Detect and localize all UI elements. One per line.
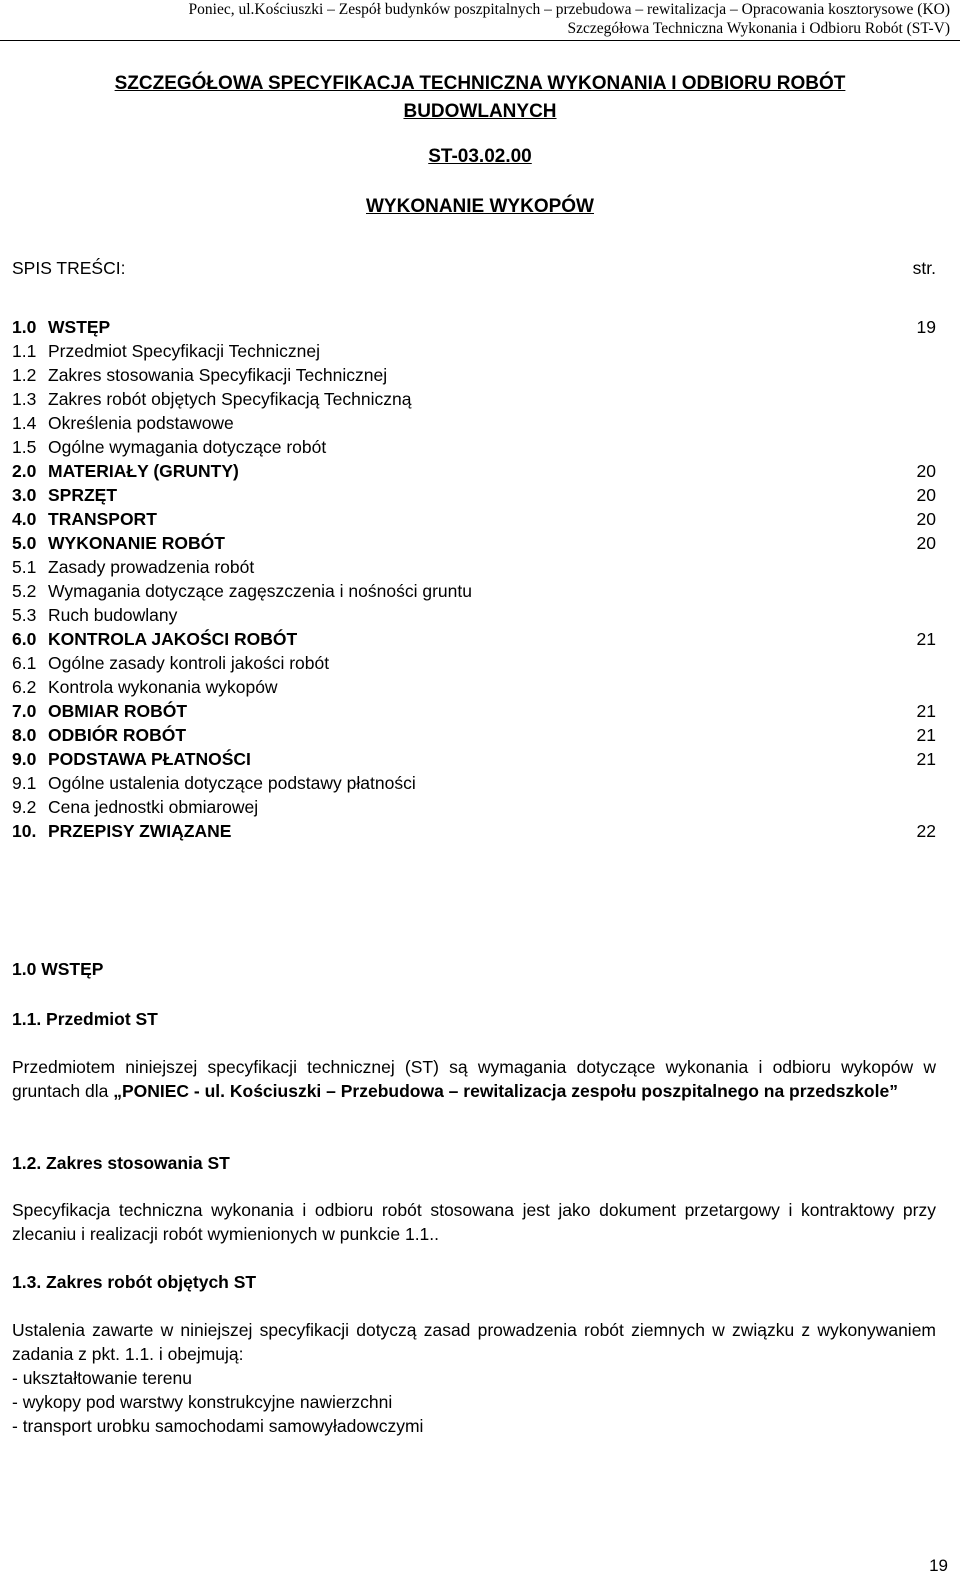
toc-number: 1.4 — [12, 413, 37, 433]
toc-row — [12, 555, 936, 579]
paragraph-1-3: Ustalenia zawarte w niniejszej specyfikacji dotyczą zasad prowadzenia robót ziemnych w związku z wykonywaniem zadania z pkt. 1.1. i obejmują: — [12, 1320, 936, 1364]
toc-row — [12, 819, 936, 843]
toc-number: 1.5 — [12, 437, 37, 457]
toc-row — [12, 363, 936, 387]
toc-row — [12, 411, 936, 435]
spec-subject: WYKONANIE WYKOPÓW — [366, 196, 594, 217]
toc-number: 6.0 — [12, 629, 37, 649]
toc-title: Przedmiot Specyfikacji Technicznej — [48, 341, 321, 361]
toc-page: 21 — [916, 629, 936, 649]
section-heading-1-1: 1.1. Przedmiot ST — [12, 1009, 158, 1029]
toc-number: 9.2 — [12, 797, 37, 817]
toc-title: Ogólne zasady kontroli jakości robót — [48, 653, 330, 673]
toc-row — [12, 747, 936, 771]
toc-number: 6.2 — [12, 677, 37, 697]
toc-number: 1.1 — [12, 341, 37, 361]
toc-title: Kontrola wykonania wykopów — [48, 677, 278, 697]
toc-title: Zakres robót objętych Specyfikacją Techniczną — [48, 389, 412, 409]
list-item: - ukształtowanie terenu — [12, 1368, 192, 1388]
toc-page: 19 — [916, 317, 936, 337]
toc-row — [12, 459, 936, 483]
scope-list — [12, 1366, 936, 1438]
section-heading-1-2: 1.2. Zakres stosowania ST — [12, 1153, 230, 1173]
paragraph-1-2: Specyfikacja techniczna wykonania i odbioru robót stosowana jest jako dokument przetargowy i kontraktowy przy zlecaniu i realizacji robót wymienionych w punkcie 1.1.. — [12, 1200, 936, 1244]
toc-number: 5.2 — [12, 581, 37, 601]
toc-row — [12, 651, 936, 675]
toc-title: Cena jednostki obmiarowej — [48, 797, 259, 817]
toc-number: 2.0 — [12, 461, 37, 481]
toc-row — [12, 795, 936, 819]
toc-page: 20 — [916, 509, 936, 529]
toc-row — [12, 627, 936, 651]
toc-title: Ogólne ustalenia dotyczące podstawy płatności — [48, 773, 416, 793]
toc-row — [12, 723, 936, 747]
toc-title: Wymagania dotyczące zagęszczenia i nośności gruntu — [48, 581, 472, 601]
toc-page: 20 — [916, 533, 936, 553]
toc-title: Ogólne wymagania dotyczące robót — [48, 437, 327, 457]
toc-row — [12, 603, 936, 627]
toc-row — [12, 339, 936, 363]
spec-code: ST-03.02.00 — [428, 146, 532, 167]
section-heading-1-3: 1.3. Zakres robót objętych ST — [12, 1272, 257, 1292]
document-title — [20, 70, 940, 126]
toc-number: 3.0 — [12, 485, 37, 505]
toc-row — [12, 771, 936, 795]
toc-number: 5.3 — [12, 605, 37, 625]
toc-title: PODSTAWA PŁATNOŚCI — [48, 749, 251, 769]
toc-number: 8.0 — [12, 725, 37, 745]
toc-row — [12, 507, 936, 531]
toc-row — [12, 315, 936, 339]
toc-title: Zakres stosowania Specyfikacji Technicznej — [48, 365, 388, 385]
header-divider — [0, 40, 960, 41]
toc-number: 7.0 — [12, 701, 37, 721]
toc-title: ODBIÓR ROBÓT — [48, 725, 187, 745]
list-item: - transport urobku samochodami samowyładowczymi — [12, 1416, 424, 1436]
toc-row — [12, 387, 936, 411]
toc-row — [12, 675, 936, 699]
toc-number: 5.0 — [12, 533, 37, 553]
toc-row — [12, 699, 936, 723]
page-number: 19 — [929, 1556, 948, 1575]
toc-number: 6.1 — [12, 653, 37, 673]
paragraph-1-1-text: Przedmiotem niniejszej specyfikacji technicznej (ST) są wymagania dotyczące wykonania i odbioru wykopów w gruntach dla — [12, 1057, 936, 1101]
toc-title: TRANSPORT — [48, 509, 157, 529]
toc-title: WSTĘP — [48, 317, 111, 337]
toc-page: 21 — [916, 701, 936, 721]
toc-page: 20 — [916, 485, 936, 505]
toc-page: 20 — [916, 461, 936, 481]
table-of-contents — [12, 315, 936, 843]
toc-row — [12, 579, 936, 603]
toc-title: PRZEPISY ZWIĄZANE — [48, 821, 232, 841]
paragraph-1-1 — [12, 1055, 936, 1103]
project-name: „PONIEC - ul. Kościuszki – Przebudowa – rewitalizacja zespołu poszpitalnego na przedszkole” — [113, 1081, 898, 1101]
toc-number: 9.0 — [12, 749, 37, 769]
toc-number: 1.2 — [12, 365, 37, 385]
toc-title: Określenia podstawowe — [48, 413, 234, 433]
toc-row — [12, 483, 936, 507]
toc-title: SPRZĘT — [48, 485, 118, 505]
list-item: - wykopy pod warstwy konstrukcyjne nawierzchni — [12, 1392, 393, 1412]
toc-title: WYKONANIE ROBÓT — [48, 533, 225, 553]
title-line-2: BUDOWLANYCH — [403, 101, 557, 122]
toc-page: 21 — [916, 725, 936, 745]
toc-page: 22 — [916, 821, 936, 841]
toc-title: Ruch budowlany — [48, 605, 178, 625]
toc-number: 1.0 — [12, 317, 37, 337]
toc-title: Zasady prowadzenia robót — [48, 557, 255, 577]
toc-page: 21 — [916, 749, 936, 769]
toc-row — [12, 435, 936, 459]
toc-title: MATERIAŁY (GRUNTY) — [48, 461, 239, 481]
toc-number: 10. — [12, 821, 37, 841]
toc-label: SPIS TREŚCI: — [12, 258, 126, 278]
toc-row — [12, 531, 936, 555]
toc-number: 4.0 — [12, 509, 37, 529]
toc-number: 5.1 — [12, 557, 37, 577]
section-heading-1-0: 1.0 WSTĘP — [12, 959, 104, 979]
header-line-2: Szczegółowa Techniczna Wykonania i Odbioru Robót (ST-V) — [567, 20, 950, 37]
header-line-1: Poniec, ul.Kościuszki – Zespół budynków poszpitalnych – przebudowa – rewitalizacja – Opracowania kosztorysowe (KO) — [188, 1, 950, 18]
title-line-1: SZCZEGÓŁOWA SPECYFIKACJA TECHNICZNA WYKONANIA I ODBIORU ROBÓT — [114, 73, 846, 94]
page-header — [0, 0, 960, 38]
toc-page-label: str. — [912, 258, 936, 278]
toc-number: 1.3 — [12, 389, 37, 409]
toc-title: KONTROLA JAKOŚCI ROBÓT — [48, 629, 298, 649]
toc-number: 9.1 — [12, 773, 37, 793]
toc-title: OBMIAR ROBÓT — [48, 701, 188, 721]
